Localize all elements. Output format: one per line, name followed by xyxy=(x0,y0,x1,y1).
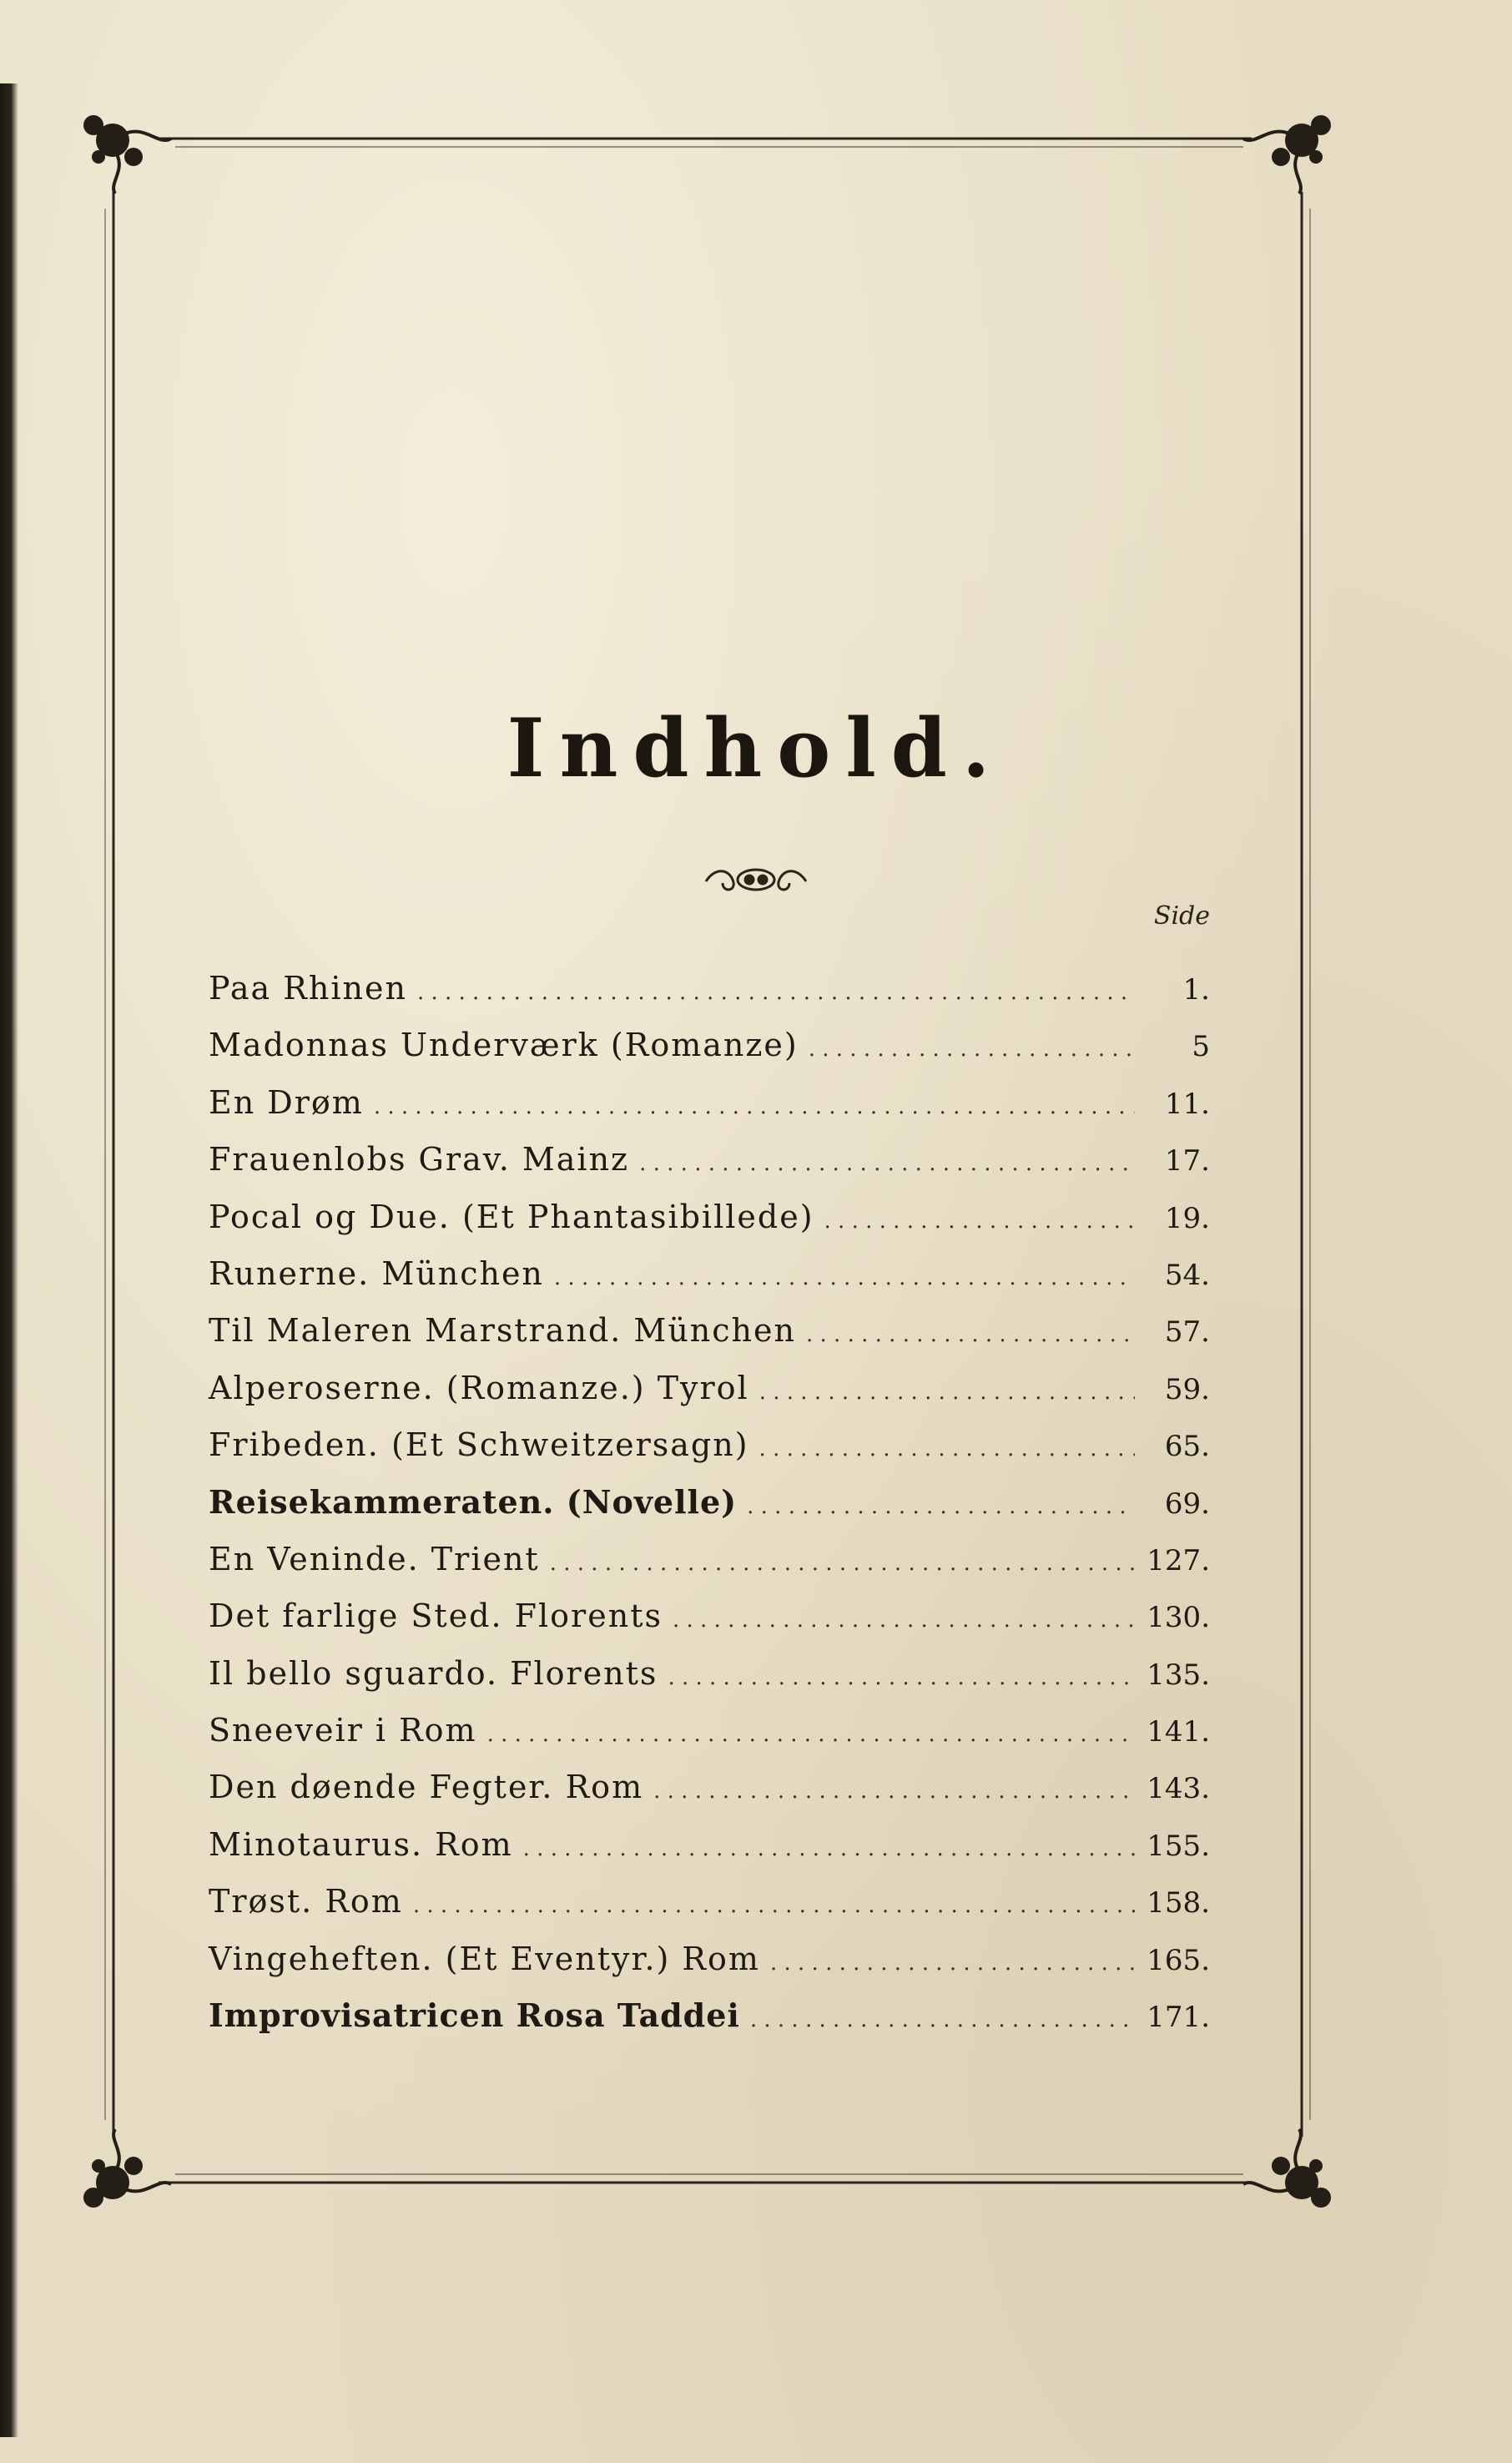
toc-entry-title: Il bello sguardo. Florents xyxy=(209,1654,658,1692)
toc-entry xyxy=(209,1474,1210,1531)
toc-entry xyxy=(209,1017,1210,1073)
toc-entry-page-number: 130. xyxy=(1147,1601,1210,1635)
toc-entry-title: Paa Rhinen xyxy=(209,970,407,1007)
toc-dot-leader xyxy=(673,1587,1135,1648)
toc-entry-page-number: 17. xyxy=(1164,1144,1210,1179)
toc-dot-leader xyxy=(809,1017,1135,1078)
toc-entry-page-number: 127. xyxy=(1147,1543,1210,1577)
toc-dot-leader xyxy=(487,1702,1135,1763)
toc-dot-leader xyxy=(759,1416,1135,1477)
toc-entry-page-number: 5 xyxy=(1192,1030,1210,1064)
toc-entry-page-number: 135. xyxy=(1147,1658,1210,1692)
toc-entry-title: Frauenlobs Grav. Mainz xyxy=(209,1141,630,1179)
toc-dot-leader xyxy=(759,1360,1135,1421)
toc-entry-page-number: 143. xyxy=(1147,1772,1210,1806)
page-title: Indhold. xyxy=(507,701,1005,795)
toc-entry-title: Pocal og Due. (Et Phantasibillede) xyxy=(209,1198,814,1235)
toc-dot-leader xyxy=(668,1645,1135,1706)
toc-entry-page-number: 11. xyxy=(1164,1087,1210,1121)
toc-entry-title: Minotaurus. Rom xyxy=(209,1825,513,1863)
toc-entry-page-number: 57. xyxy=(1164,1315,1210,1350)
toc-entry-page-number: 171. xyxy=(1147,2001,1210,2035)
corner-ornament-top-left xyxy=(83,115,171,194)
toc-dot-leader xyxy=(413,1873,1135,1934)
toc-dot-leader xyxy=(806,1302,1135,1363)
toc-entry-title: Til Maleren Marstrand. München xyxy=(209,1312,796,1350)
toc-entry-title: Madonnas Underværk (Romanze) xyxy=(209,1027,799,1064)
toc-entry-title: Trøst. Rom xyxy=(209,1883,403,1920)
toc-dot-leader xyxy=(750,1987,1135,2048)
toc-entry xyxy=(209,1645,1210,1702)
toc-entry-title: En Veninde. Trient xyxy=(209,1540,540,1577)
toc-entry xyxy=(209,1873,1210,1930)
toc-entry xyxy=(209,1245,1210,1302)
toc-entry-title: Sneeveir i Rom xyxy=(209,1712,477,1749)
toc-dot-leader xyxy=(374,1074,1135,1135)
toc-entry xyxy=(209,1987,1210,2044)
toc-entry xyxy=(209,1587,1210,1644)
toc-entry xyxy=(209,960,1210,1017)
corner-ornament-top-right xyxy=(1243,115,1331,194)
toc-entry xyxy=(209,1816,1210,1873)
toc-entry xyxy=(209,1759,1210,1815)
toc-entry-page-number: 69. xyxy=(1164,1486,1210,1521)
toc-entry-page-number: 19. xyxy=(1164,1201,1210,1235)
toc-entry-title: Det farlige Sted. Florents xyxy=(209,1597,663,1635)
toc-entry-page-number: 158. xyxy=(1147,1886,1210,1920)
toc-dot-leader xyxy=(639,1131,1135,1192)
toc-entry-page-number: 65. xyxy=(1164,1430,1210,1464)
toc-entry-page-number: 59. xyxy=(1164,1372,1210,1406)
toc-entry xyxy=(209,1416,1210,1473)
toc-entry-title: Vingeheften. (Et Eventyr.) Rom xyxy=(209,1940,760,1977)
toc-entry-page-number: 141. xyxy=(1147,1715,1210,1749)
toc-entry-page-number: 165. xyxy=(1147,1943,1210,1977)
toc-entry xyxy=(209,1302,1210,1359)
toc-entry-page-number: 155. xyxy=(1147,1829,1210,1863)
toc-dot-leader xyxy=(523,1816,1135,1877)
toc-entry xyxy=(209,1360,1210,1416)
toc-dot-leader xyxy=(747,1474,1135,1535)
toc-dot-leader xyxy=(770,1931,1135,1991)
toc-dot-leader xyxy=(653,1759,1135,1819)
toc-entry xyxy=(209,1702,1210,1759)
toc-dot-leader xyxy=(417,960,1135,1021)
toc-entry-title: Den døende Fegter. Rom xyxy=(209,1769,644,1806)
toc-dot-leader xyxy=(550,1531,1135,1592)
toc-entry xyxy=(209,1189,1210,1245)
toc-dot-leader xyxy=(824,1189,1135,1249)
toc-entry xyxy=(209,1131,1210,1188)
toc-dot-leader xyxy=(554,1245,1135,1306)
toc-entry-title: Fribeden. (Et Schweitzersagn) xyxy=(209,1426,749,1464)
toc-entry-title: Alperoserne. (Romanze.) Tyrol xyxy=(209,1369,749,1406)
toc-entry xyxy=(209,1074,1210,1131)
corner-ornament-bottom-left xyxy=(83,2129,171,2208)
toc-entry-title: Runerne. München xyxy=(209,1254,544,1292)
title-flourish-ornament xyxy=(698,858,814,900)
page-column-label: Side xyxy=(1153,901,1210,931)
toc-entry xyxy=(209,1531,1210,1587)
toc-entry-page-number: 1. xyxy=(1182,973,1210,1007)
toc-entry-title: Reisekammeraten. (Novelle) xyxy=(209,1482,738,1521)
toc-entry xyxy=(209,1931,1210,1987)
corner-ornament-bottom-right xyxy=(1243,2129,1331,2208)
toc-entry-title: En Drøm xyxy=(209,1083,364,1121)
table-of-contents xyxy=(209,960,1210,2044)
toc-entry-page-number: 54. xyxy=(1164,1258,1210,1292)
toc-entry-title: Improvisatricen Rosa Taddei xyxy=(209,1996,740,2035)
